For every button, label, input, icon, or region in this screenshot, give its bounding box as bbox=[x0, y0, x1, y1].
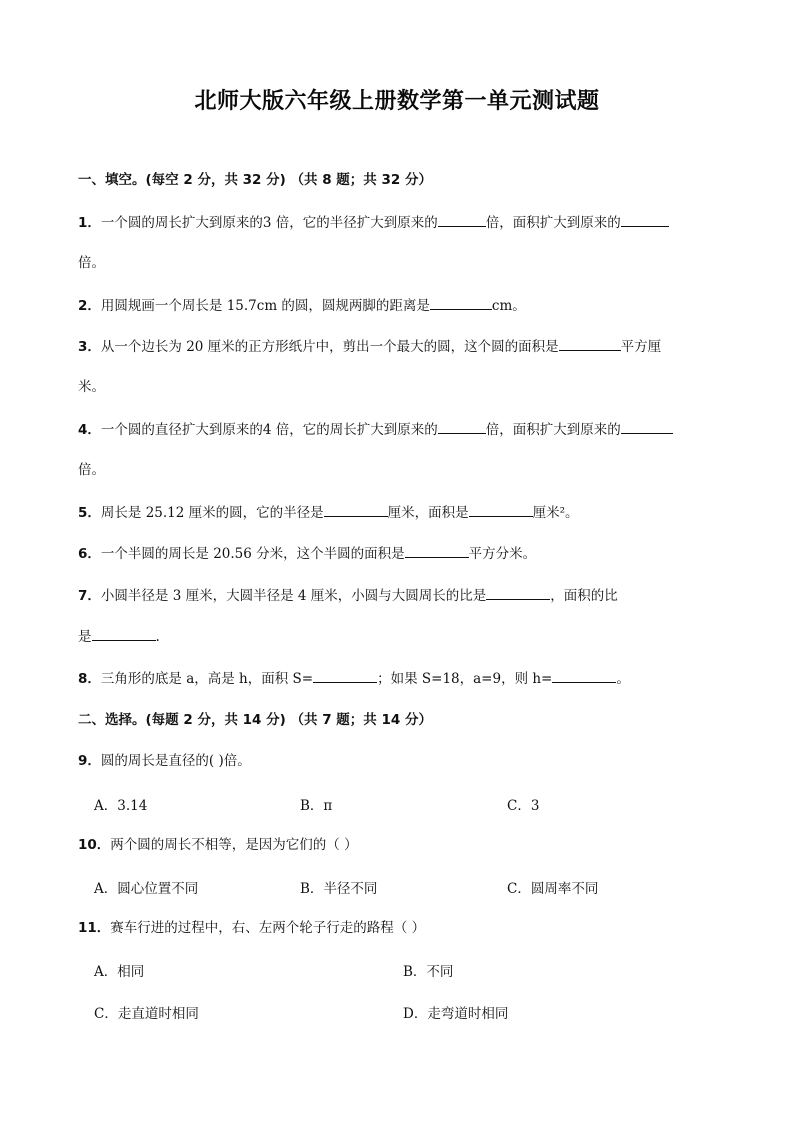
question-number: 2． bbox=[78, 298, 101, 314]
question-text: 用圆规画一个周长是 15.7cm 的圆，圆规两脚的距离是 bbox=[100, 298, 430, 314]
option-d[interactable]: D．走弯道时相同 bbox=[403, 1006, 509, 1022]
question-6 bbox=[78, 544, 536, 563]
question-3 bbox=[78, 337, 661, 356]
question-text: 周长是 25.12 厘米的圆，它的半径是 bbox=[100, 505, 324, 521]
question-text: 三角形的底是 a，高是 h，面积 S= bbox=[100, 671, 314, 687]
question-text: 两个圆的周长不相等，是因为它们的（ ） bbox=[110, 837, 358, 853]
answer-blank[interactable] bbox=[486, 586, 550, 600]
question-text: 从一个边长为 20 厘米的正方形纸片中，剪出一个最大的圆，这个圆的面积是 bbox=[100, 339, 559, 355]
answer-blank[interactable] bbox=[313, 669, 377, 683]
question-text: . bbox=[155, 629, 160, 645]
question-9 bbox=[78, 752, 251, 770]
section-heading-multiple-choice: 二、选择。(每题 2 分，共 14 分) （共 7 题；共 14 分） bbox=[78, 712, 432, 728]
question-text: 。 bbox=[616, 671, 630, 687]
question-text: 厘米，面积是 bbox=[387, 505, 469, 521]
question-8 bbox=[78, 669, 630, 688]
question-text: cm。 bbox=[491, 298, 526, 314]
question-text: 是 bbox=[78, 629, 92, 645]
question-1 bbox=[78, 213, 669, 232]
answer-blank[interactable] bbox=[405, 544, 469, 558]
question-text: 平方分米。 bbox=[468, 546, 537, 562]
question-text: 厘米²。 bbox=[532, 505, 579, 521]
question-4-continued: 倍。 bbox=[78, 462, 105, 478]
question-2 bbox=[78, 296, 526, 315]
question-text: 平方厘 bbox=[620, 339, 662, 355]
option-c[interactable]: C．走直道时相同 bbox=[94, 1006, 199, 1022]
question-10 bbox=[78, 836, 358, 854]
question-number: 8． bbox=[78, 671, 101, 687]
question-text: 一个圆的直径扩大到原来的4 倍，它的周长扩大到原来的 bbox=[100, 422, 438, 438]
answer-blank[interactable] bbox=[92, 627, 156, 641]
section-heading-fill-in: 一、填空。(每空 2 分，共 32 分) （共 8 题；共 32 分） bbox=[78, 172, 432, 188]
answer-blank[interactable] bbox=[621, 420, 673, 434]
question-number: 6． bbox=[78, 546, 101, 562]
question-number: 3． bbox=[78, 339, 101, 355]
option-c[interactable]: C．3 bbox=[507, 798, 540, 814]
question-11 bbox=[78, 919, 425, 937]
page-title: 北师大版六年级上册数学第一单元测试题 bbox=[194, 89, 600, 114]
option-a[interactable]: A．圆心位置不同 bbox=[94, 881, 199, 897]
question-number: 7． bbox=[78, 588, 101, 604]
question-text: 圆的周长是直径的( )倍。 bbox=[100, 753, 251, 769]
question-7-continued bbox=[78, 627, 160, 646]
question-text: 一个半圆的周长是 20.56 分米，这个半圆的面积是 bbox=[100, 546, 405, 562]
question-number: 1． bbox=[78, 215, 101, 231]
question-number: 10． bbox=[78, 837, 111, 853]
option-b[interactable]: B．π bbox=[300, 798, 333, 814]
question-3-continued: 米。 bbox=[78, 379, 105, 395]
option-c[interactable]: C．圆周率不同 bbox=[507, 881, 599, 897]
option-b[interactable]: B．不同 bbox=[403, 964, 454, 980]
question-5 bbox=[78, 503, 579, 522]
question-text: 倍，面积扩大到原来的 bbox=[485, 215, 621, 231]
option-b[interactable]: B．半径不同 bbox=[300, 881, 378, 897]
answer-blank[interactable] bbox=[438, 213, 486, 227]
answer-blank[interactable] bbox=[324, 503, 388, 517]
question-number: 9． bbox=[78, 753, 101, 769]
answer-blank[interactable] bbox=[469, 503, 533, 517]
question-7 bbox=[78, 586, 618, 605]
answer-blank[interactable] bbox=[552, 669, 616, 683]
question-1-continued: 倍。 bbox=[78, 255, 105, 271]
answer-blank[interactable] bbox=[621, 213, 669, 227]
question-text: 小圆半径是 3 厘米，大圆半径是 4 厘米，小圆与大圆周长的比是 bbox=[100, 588, 487, 604]
option-a[interactable]: A．3.14 bbox=[94, 798, 148, 814]
question-text: 赛车行进的过程中，右、左两个轮子行走的路程（ ） bbox=[110, 920, 426, 936]
question-text: 一个圆的周长扩大到原来的3 倍，它的半径扩大到原来的 bbox=[100, 215, 438, 231]
question-number: 11． bbox=[78, 920, 111, 936]
option-a[interactable]: A．相同 bbox=[94, 964, 145, 980]
question-number: 4． bbox=[78, 422, 101, 438]
answer-blank[interactable] bbox=[559, 337, 621, 351]
answer-blank[interactable] bbox=[438, 420, 486, 434]
answer-blank[interactable] bbox=[430, 296, 492, 310]
question-text: ，面积的比 bbox=[550, 588, 618, 604]
question-4 bbox=[78, 420, 673, 439]
question-text: ；如果 S=18，a=9，则 h= bbox=[377, 671, 553, 687]
question-number: 5． bbox=[78, 505, 101, 521]
question-text: 倍，面积扩大到原来的 bbox=[485, 422, 621, 438]
